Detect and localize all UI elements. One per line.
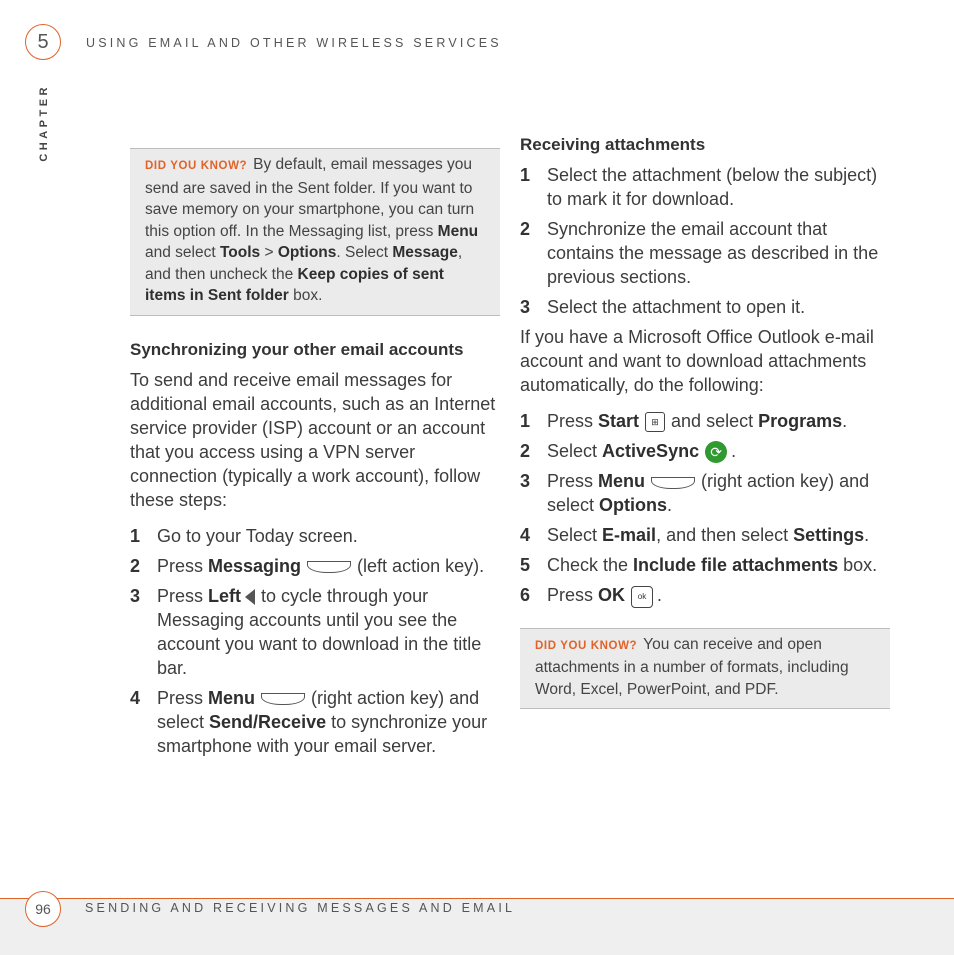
step-bold: E-mail bbox=[602, 525, 657, 546]
list-item bbox=[130, 584, 500, 680]
list-item bbox=[520, 217, 890, 289]
tip-text: You can receive and open attachments in a number of formats, including Word, Excel, PowerPoint, and PDF. bbox=[535, 635, 849, 698]
step-bold: Menu bbox=[598, 471, 646, 492]
tip-bold-menu: Menu bbox=[437, 222, 479, 240]
tip-text: , and then uncheck the bbox=[145, 244, 463, 283]
step-text: box. bbox=[838, 555, 878, 576]
tip-label: DID YOU KNOW? bbox=[145, 160, 248, 172]
list-item bbox=[130, 686, 500, 758]
left-arrow-icon bbox=[245, 589, 255, 605]
step-text: and select bbox=[671, 411, 759, 431]
chapter-number-badge: 5 bbox=[25, 24, 61, 60]
step-number: 2 bbox=[520, 441, 531, 461]
step-number: 3 bbox=[130, 585, 141, 606]
step-text: (left action key). bbox=[357, 555, 485, 576]
step-text: Select bbox=[547, 525, 603, 546]
start-windows-icon: ⊞ bbox=[645, 412, 665, 432]
list-item bbox=[130, 554, 500, 578]
right-action-key-icon bbox=[651, 477, 695, 489]
tip-text: . Select bbox=[336, 244, 393, 261]
running-foot: SENDING AND RECEIVING MESSAGES AND EMAIL bbox=[85, 901, 516, 915]
step-text: . bbox=[657, 585, 663, 606]
tip-text: and select bbox=[145, 244, 220, 261]
tip-bold-options: Options bbox=[277, 244, 337, 261]
step-number: 2 bbox=[520, 219, 531, 239]
step-number: 4 bbox=[520, 525, 531, 546]
step-bold: Messaging bbox=[208, 555, 302, 576]
tip-bold-keep-copies: Keep copies of sent items in Sent folder bbox=[145, 265, 444, 304]
step-text: Press bbox=[547, 585, 599, 606]
list-item bbox=[520, 409, 890, 433]
step-number: 3 bbox=[520, 471, 531, 492]
activesync-icon: ⟳ bbox=[705, 441, 727, 463]
step-text: to synchronize your smartphone with your email server. bbox=[157, 711, 488, 756]
tip-label: DID YOU KNOW? bbox=[535, 639, 638, 652]
step-bold: Settings bbox=[793, 525, 865, 546]
list-item bbox=[520, 583, 890, 607]
tip-text: > bbox=[260, 244, 278, 261]
right-action-key-icon bbox=[261, 693, 305, 705]
step-number: 6 bbox=[520, 585, 531, 606]
ok-button-icon: ok bbox=[631, 586, 653, 608]
list-item bbox=[520, 469, 890, 517]
step-bold: Start bbox=[598, 411, 640, 431]
sync-steps-list bbox=[130, 524, 500, 758]
list-item bbox=[520, 163, 890, 211]
step-number: 1 bbox=[130, 525, 141, 546]
step-text: . bbox=[864, 525, 870, 546]
step-text: to cycle through your Messaging accounts until you see the account you want to download in the title bar. bbox=[157, 585, 482, 678]
step-bold: ActiveSync bbox=[602, 441, 700, 461]
running-head: USING EMAIL AND OTHER WIRELESS SERVICES bbox=[86, 36, 502, 50]
step-number: 5 bbox=[520, 555, 531, 576]
step-text: , and then select bbox=[656, 525, 794, 546]
right-column bbox=[520, 133, 890, 709]
step-number: 1 bbox=[520, 165, 531, 185]
chapter-label: CHAPTER bbox=[38, 84, 50, 162]
step-text: Press bbox=[547, 471, 599, 492]
step-text: Press bbox=[157, 585, 209, 606]
section-heading-sync: Synchronizing your other email accounts bbox=[130, 339, 464, 359]
step-bold: Options bbox=[599, 495, 668, 516]
step-text: Synchronize the email account that contains the message as described in the previous sections. bbox=[547, 219, 879, 287]
step-text: (right action key) and select bbox=[547, 471, 870, 516]
list-item bbox=[520, 523, 890, 547]
outlook-steps-list bbox=[520, 409, 890, 608]
did-you-know-tip-2 bbox=[520, 628, 890, 710]
list-item bbox=[520, 295, 890, 319]
list-item bbox=[130, 524, 500, 548]
step-text: Select the attachment (below the subject) to mark it for download. bbox=[547, 165, 878, 209]
step-text: Select the attachment to open it. bbox=[547, 297, 806, 317]
tip-text: box. bbox=[288, 287, 323, 304]
tip-text: By default, email messages you send are saved in the Sent folder. If you want to save memory on your smartphone, you can turn this option off. In the Messaging list, press bbox=[145, 156, 475, 240]
outlook-intro-paragraph: If you have a Microsoft Office Outlook e-mail account and want to download attachments automatically, do the following: bbox=[520, 327, 874, 395]
step-number: 2 bbox=[130, 555, 141, 576]
step-text: Check the bbox=[547, 555, 634, 576]
step-number: 1 bbox=[520, 411, 531, 431]
step-bold: OK bbox=[598, 585, 626, 606]
list-item bbox=[520, 553, 890, 577]
step-bold: Send/Receive bbox=[209, 711, 327, 732]
did-you-know-tip-1 bbox=[130, 148, 500, 316]
left-column bbox=[130, 148, 500, 758]
step-text: . bbox=[731, 441, 737, 461]
step-bold: Programs bbox=[758, 411, 843, 431]
step-text: Select bbox=[547, 441, 603, 461]
step-number: 4 bbox=[130, 687, 141, 708]
step-text: Press bbox=[547, 411, 599, 431]
step-bold: Include file attachments bbox=[633, 555, 839, 576]
step-bold: Left bbox=[208, 585, 242, 606]
sync-intro-paragraph: To send and receive email messages for additional email accounts, such as an Internet service provider (ISP) account or an account that you access using a VPN server connection (typically a work account), follow these steps: bbox=[130, 369, 496, 510]
step-text: (right action key) and select bbox=[157, 687, 480, 732]
receive-steps-list bbox=[520, 163, 890, 319]
step-text: . bbox=[842, 411, 848, 431]
step-number: 3 bbox=[520, 297, 531, 317]
step-text: . bbox=[667, 495, 673, 516]
step-text: Press bbox=[157, 687, 209, 708]
section-heading-receiving: Receiving attachments bbox=[520, 135, 706, 154]
step-text: Press bbox=[157, 555, 209, 576]
tip-bold-tools: Tools bbox=[219, 244, 261, 261]
left-action-key-icon bbox=[307, 561, 351, 573]
step-bold: Menu bbox=[208, 687, 256, 708]
list-item bbox=[520, 439, 890, 463]
step-text: Go to your Today screen. bbox=[157, 525, 358, 546]
page-number-badge: 96 bbox=[25, 891, 61, 927]
tip-bold-message: Message bbox=[392, 244, 458, 261]
